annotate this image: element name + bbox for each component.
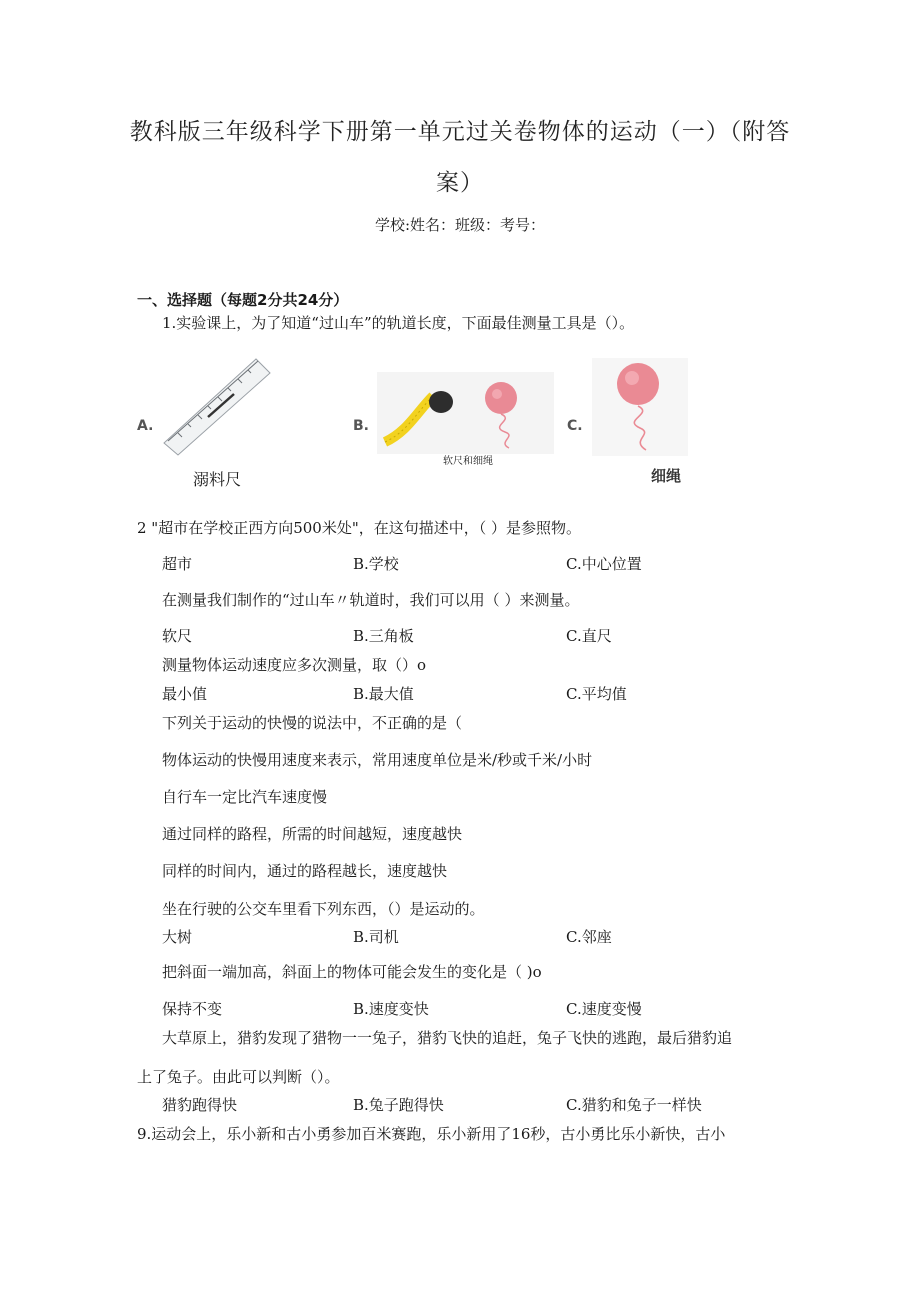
- tape-and-string-image: [377, 372, 554, 454]
- question-8-stem-line-1: 大草原上，猎豹发现了猎物一一兔子，猎豹飞快的追赶，兔子飞快的逃跑，最后猎豹追: [162, 1029, 733, 1047]
- question-7-option-b: B.速度变快: [353, 1000, 429, 1018]
- question-3-option-b: B.三角板: [353, 627, 414, 645]
- title-line-1: 教科版三年级科学下册第一单元过关卷物体的运动（一）（附答: [129, 119, 791, 145]
- string-image: [592, 358, 688, 456]
- question-8-option-c: C.猎豹和兔子一样快: [566, 1096, 702, 1114]
- question-2-option-a: 超市: [162, 555, 193, 573]
- ruler-image: [158, 355, 276, 457]
- question-7-option-a: 保持不变: [162, 1000, 223, 1018]
- question-9-stem: 9.运动会上，乐小新和古小勇参加百米赛跑，乐小新用了16秒，古小勇比乐小新快，古小: [137, 1125, 726, 1143]
- question-1-stem: 1.实验课上，为了知道“过山车”的轨道长度，下面最佳测量工具是（）。: [162, 314, 635, 332]
- question-6-stem: 坐在行驶的公交车里看下列东西，（）是运动的。: [162, 900, 485, 918]
- option-a-label: A.: [137, 418, 154, 434]
- option-b-label: B.: [353, 418, 369, 434]
- section-heading: 一、选择题（每题2分共24分）: [137, 291, 349, 309]
- question-4-option-c: C.平均值: [566, 685, 627, 703]
- question-6-option-c: C.邻座: [566, 928, 612, 946]
- question-3-option-a: 软尺: [162, 627, 193, 645]
- question-4-stem: 测量物体运动速度应多次测量，取（）o: [162, 656, 427, 674]
- question-5-option-a: 物体运动的快慢用速度来表示，常用速度单位是米/秒或千米/小时: [162, 751, 593, 769]
- question-2-option-c: C.中心位置: [566, 555, 642, 573]
- question-3-stem: 在测量我们制作的“过山车〃轨道时，我们可以用（ ）来测量。: [162, 591, 580, 609]
- option-b-caption: 软尺和细绳: [443, 456, 493, 467]
- question-5-option-c: 通过同样的路程，所需的时间越短，速度越快: [162, 825, 463, 843]
- option-c-label: C.: [567, 418, 583, 434]
- option-a-caption: 溺料尺: [193, 470, 242, 489]
- question-8-option-b: B.兔子跑得快: [353, 1096, 444, 1114]
- question-5-stem: 下列关于运动的快慢的说法中，不正确的是（: [162, 714, 463, 732]
- question-5-option-d: 同样的时间内，通过的路程越长，速度越快: [162, 862, 448, 880]
- question-4-option-a: 最小值: [162, 685, 208, 703]
- question-8-stem-line-2: 上了兔子。由此可以判断（）。: [137, 1068, 340, 1086]
- student-info: 学校:姓名：班级：考号：: [374, 216, 546, 234]
- question-6-option-b: B.司机: [353, 928, 399, 946]
- question-4-option-b: B.最大值: [353, 685, 414, 703]
- question-5-option-b: 自行车一定比汽车速度慢: [162, 788, 328, 806]
- question-8-option-a: 猎豹跑得快: [162, 1096, 238, 1114]
- question-2-stem: 2 "超市在学校正西方向500米处"，在这句描述中，（ ）是参照物。: [137, 519, 582, 537]
- option-c-caption: 细绳: [651, 467, 682, 485]
- question-7-option-c: C.速度变慢: [566, 1000, 642, 1018]
- title-line-2: 案）: [436, 170, 484, 196]
- question-2-option-b: B.学校: [353, 555, 399, 573]
- question-3-option-c: C.直尺: [566, 627, 612, 645]
- question-7-stem: 把斜面一端加高，斜面上的物体可能会发生的变化是（ )o: [162, 963, 542, 981]
- question-6-option-a: 大树: [162, 928, 193, 946]
